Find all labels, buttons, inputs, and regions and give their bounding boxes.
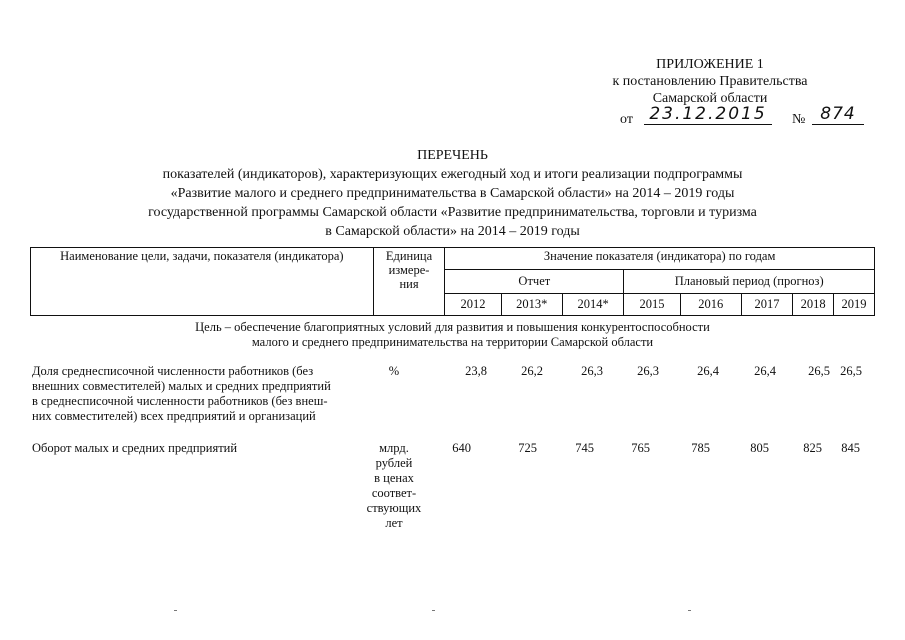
indicator-1-value-2017: 26,4: [754, 364, 776, 378]
appendix-line-3: Самарской области: [652, 91, 768, 106]
indicator-2-unit-line: млрд.: [379, 441, 409, 455]
indicator-1-unit: %: [388, 364, 400, 378]
title-main: ПЕРЕЧЕНЬ: [417, 148, 488, 163]
indicator-1-value-2012: 23,8: [465, 364, 487, 378]
indicator-1-name-line: в среднесписочной численности работников (без внеш-: [32, 394, 328, 408]
header-name-column: Наименование цели, задачи, показателя (индикатора): [31, 248, 374, 316]
indicator-2-value-2018: 825: [803, 441, 822, 455]
header-year: 2018: [793, 294, 834, 316]
title-line-4: в Самарской области» на 2014 – 2019 годы: [325, 224, 580, 239]
indicator-1-value-2019: 26,5: [840, 364, 862, 378]
goal-statement: [30, 320, 875, 350]
appendix-line-2: к постановлению Правительства: [612, 74, 808, 89]
title-line-2: «Развитие малого и среднего предпринимательства в Самарской области» на 2014 – 2019 годы: [170, 186, 735, 201]
resolution-date: 23.12.2015: [644, 104, 772, 125]
header-report-group: Отчет: [445, 270, 624, 294]
resolution-number: 874: [812, 104, 864, 125]
header-values-column: Значение показателя (индикатора) по годам: [445, 248, 875, 270]
header-year: 2016: [680, 294, 741, 316]
indicator-2-unit-line: соответ-: [371, 486, 417, 500]
header-year: 2014*: [562, 294, 623, 316]
indicator-1-name-line: Доля среднесписочной численности работников (без: [32, 364, 314, 378]
resolution-date-line: [610, 106, 872, 128]
title-line-3: государственной программы Самарской области «Развитие предпринимательства, торговли и туризма: [148, 205, 757, 220]
indicators-table-header: [30, 247, 875, 316]
indicator-1-value-2018: 26,5: [808, 364, 830, 378]
header-plan-group: Плановый период (прогноз): [624, 270, 875, 294]
indicator-1-name: [32, 364, 362, 424]
indicator-2-unit-line: ствующих: [366, 501, 422, 515]
document-title: [0, 146, 905, 241]
indicator-1-name-line: них совместителей) всех предприятий и организаций: [32, 409, 316, 423]
indicator-1-name-line: внешних совместителей) малых и средних предприятий: [32, 379, 331, 393]
indicator-2-value-2013: 725: [518, 441, 537, 455]
header-year: 2017: [741, 294, 792, 316]
indicator-2-value-2019: 845: [841, 441, 860, 455]
header-unit-column: [373, 248, 445, 316]
indicator-1-value-2016: 26,4: [697, 364, 719, 378]
indicator-1-value-2014: 26,3: [581, 364, 603, 378]
number-sign: №: [792, 112, 806, 127]
goal-line-1: Цель – обеспечение благоприятных условий для развития и повышения конкурентоспособности: [195, 320, 710, 334]
header-unit-line-3: ния: [399, 277, 419, 291]
indicator-1-value-2015: 26,3: [637, 364, 659, 378]
indicator-1-value-2013: 26,2: [521, 364, 543, 378]
header-year: 2015: [624, 294, 680, 316]
scan-speck: [174, 610, 177, 611]
scan-speck: [688, 610, 691, 611]
indicator-2-value-2015: 765: [631, 441, 650, 455]
indicator-2-value-2017: 805: [750, 441, 769, 455]
scan-speck: [432, 610, 435, 611]
title-line-1: показателей (индикаторов), характеризующих ежегодный ход и итоги реализации подпрограммы: [162, 167, 743, 182]
header-unit-line-1: Единица: [385, 249, 433, 263]
goal-line-2: малого и среднего предпринимательства на территории Самарской области: [251, 335, 654, 349]
header-year: 2013*: [501, 294, 562, 316]
appendix-title: ПРИЛОЖЕНИЕ 1: [656, 57, 764, 72]
indicator-2-value-2014: 745: [575, 441, 594, 455]
header-unit-line-2: измере-: [388, 263, 430, 277]
indicator-2-unit-line: рублей: [375, 456, 413, 470]
appendix-block: [560, 56, 860, 107]
indicator-2-value-2012: 640: [452, 441, 471, 455]
indicator-2-value-2016: 785: [691, 441, 710, 455]
indicator-2-unit-line: лет: [385, 516, 403, 530]
date-prefix: от: [620, 112, 633, 127]
header-year: 2012: [445, 294, 501, 316]
indicator-2-unit-line: в ценах: [374, 471, 414, 485]
indicator-2-unit: [364, 441, 424, 531]
indicator-2-name: Оборот малых и средних предприятий: [32, 441, 238, 455]
header-year: 2019: [834, 294, 875, 316]
